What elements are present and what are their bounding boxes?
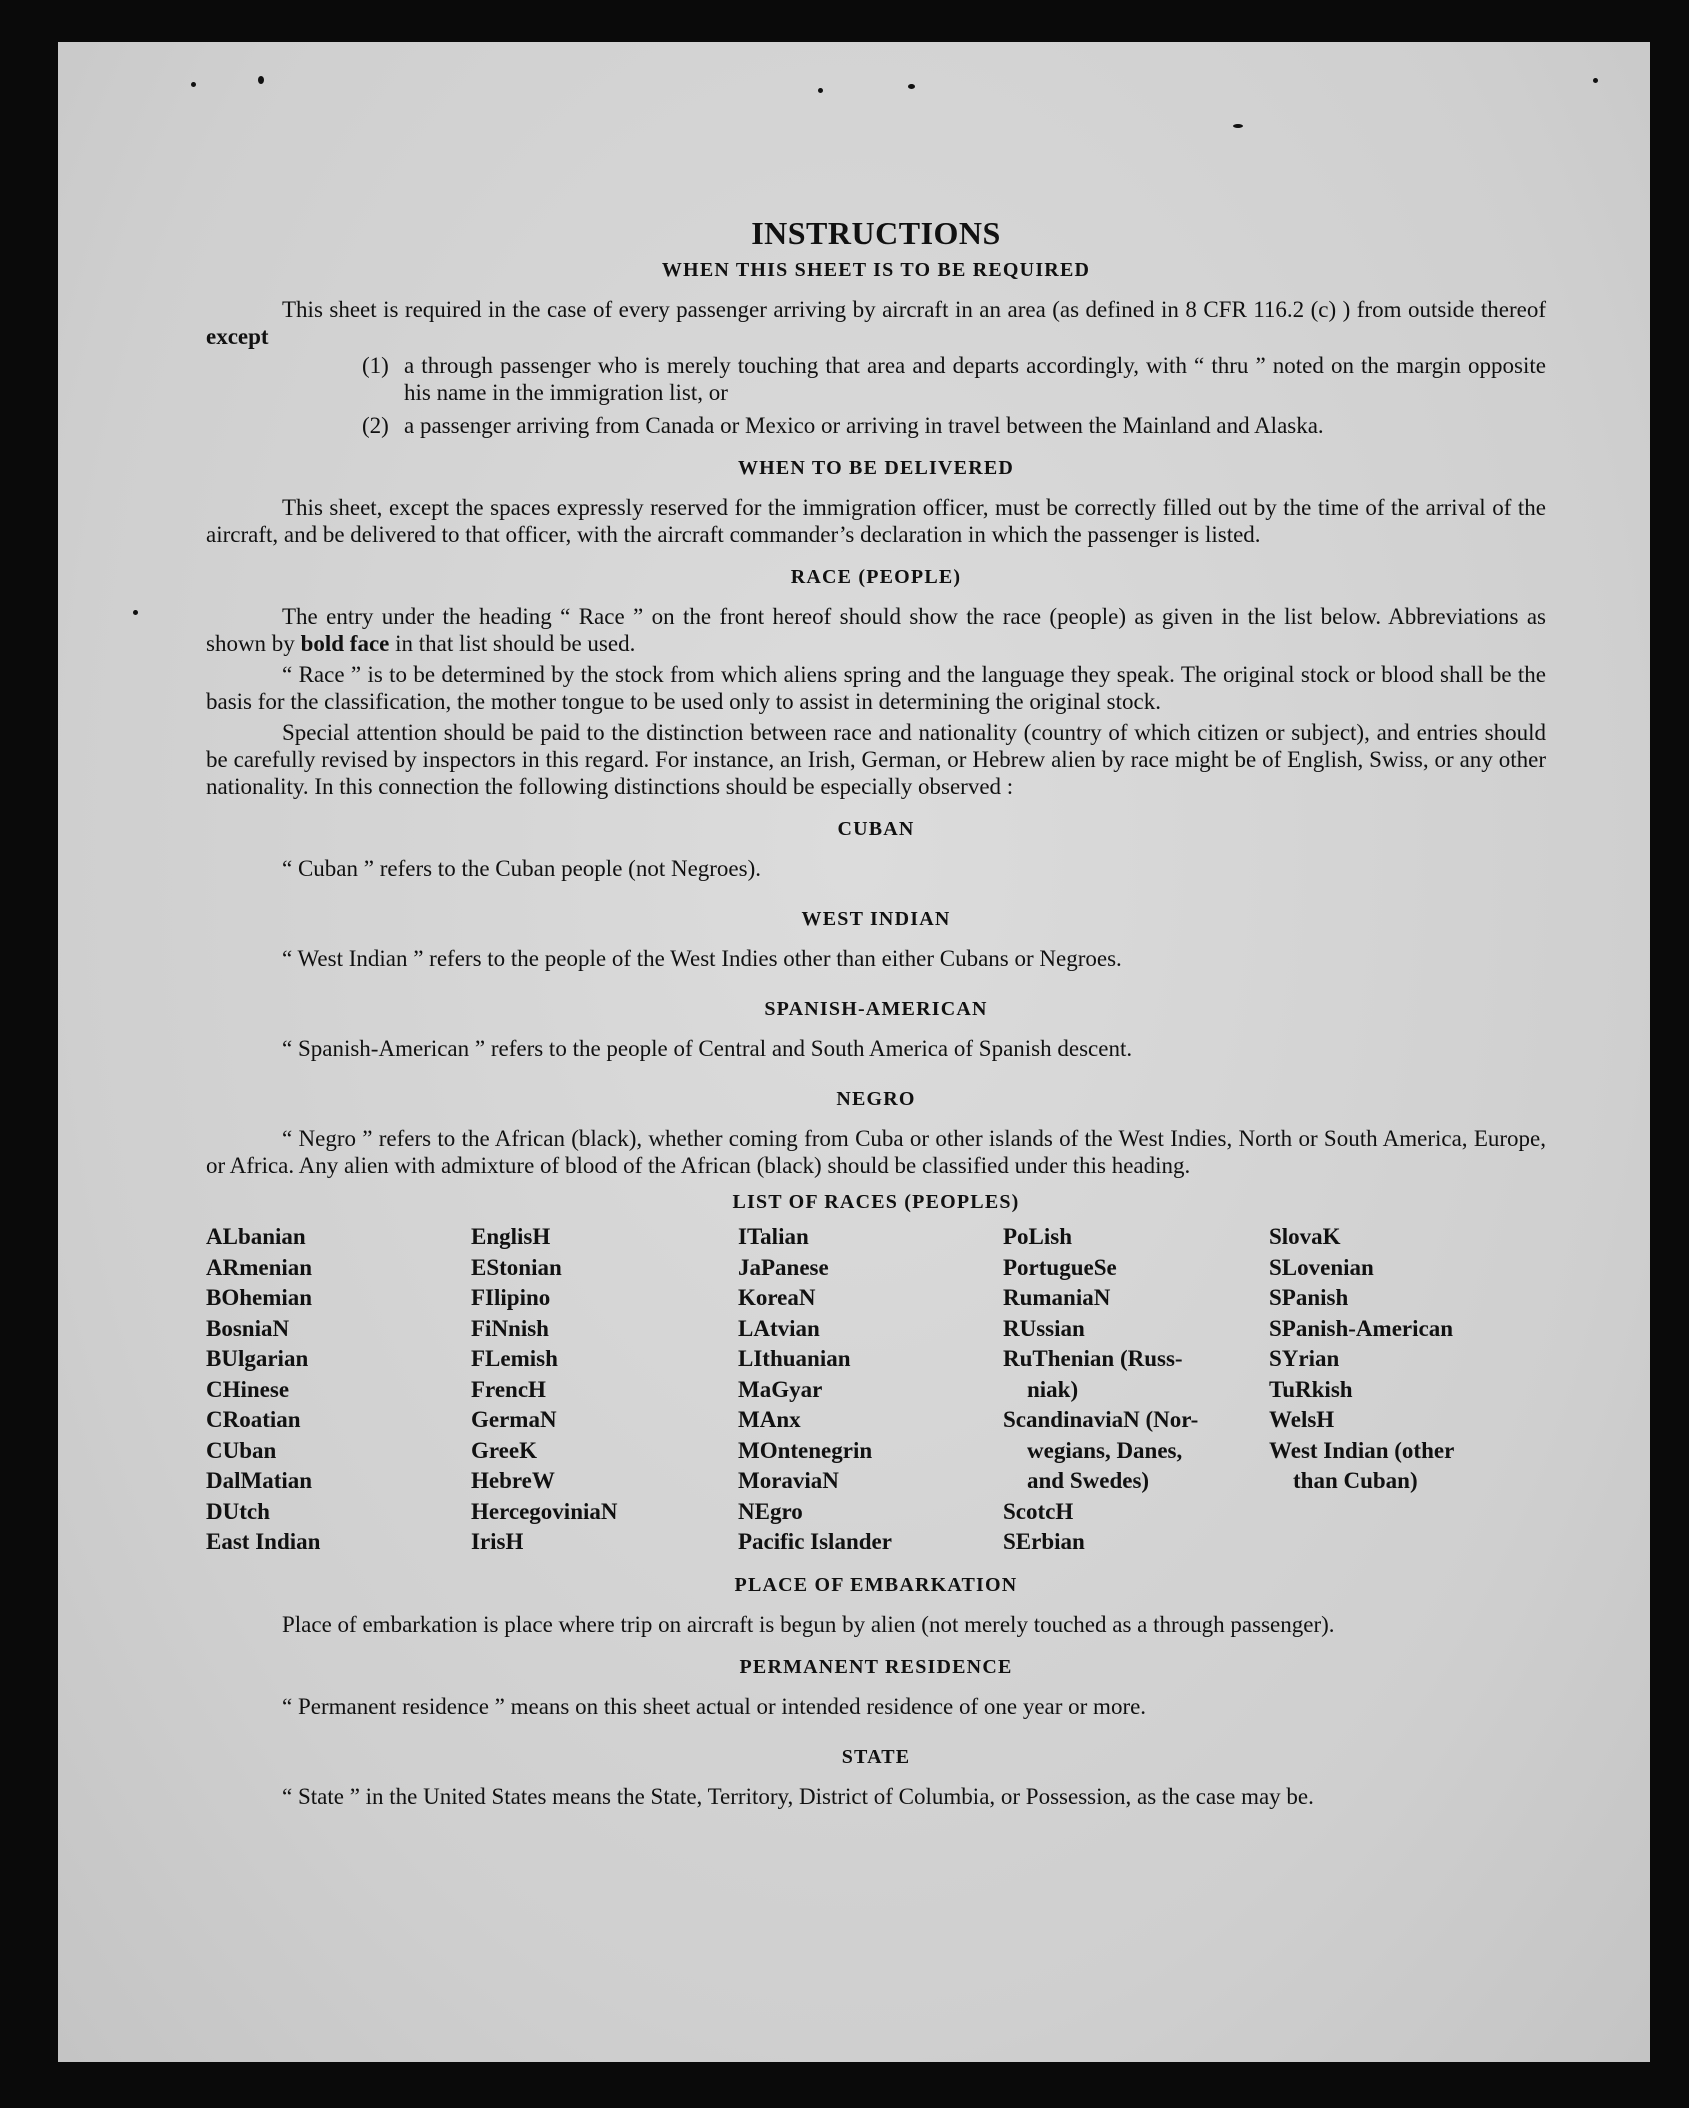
when-delivered-text: This sheet, except the spaces expressly reserved for the immigration officer, must be correctly filled out by the time of the arrival of the aircraft, and be delivered to that officer, with the aircraft commander’s declaration in which the passenger is listed.	[206, 495, 1546, 547]
when-required-intro	[206, 296, 1546, 350]
race-entry: SPanish-American	[1269, 1315, 1453, 1341]
race-entry: DUtch	[206, 1498, 270, 1524]
scan-speck	[818, 88, 823, 93]
scan-speck	[191, 82, 196, 87]
heading-when-required: WHEN THIS SHEET IS TO BE REQUIRED	[661, 259, 1091, 281]
race-entry: SLovenian	[1269, 1254, 1374, 1280]
document-page	[58, 42, 1650, 2062]
scan-speck	[1593, 78, 1598, 83]
heading-state: STATE	[841, 1745, 911, 1768]
permanent-residence-text: “ Permanent residence ” means on this sheet actual or intended residence of one year or more.	[282, 1693, 1147, 1719]
race-entry: ScandinaviaN (Nor-	[1003, 1407, 1199, 1432]
heading-permanent-residence: PERMANENT RESIDENCE	[739, 1655, 1013, 1678]
race-entry: DalMatian	[206, 1468, 313, 1493]
list-item	[362, 412, 1546, 439]
negro-text: “ Negro ” refers to the African (black), whether coming from Cuba or other islands of the West Indies, North or South America, Europe, or Africa. Any alien with admixture of blood of the African (black) should be classified under this heading.	[206, 1126, 1546, 1178]
heading-race: RACE (PEOPLE)	[790, 566, 962, 588]
heading-embarkation: PLACE OF EMBARKATION	[734, 1573, 1018, 1596]
race-entry: FLemish	[471, 1346, 558, 1371]
race-entry: NEgro	[738, 1498, 803, 1524]
race-entry: BosniaN	[206, 1315, 290, 1341]
race-entry: SErbian	[1003, 1529, 1085, 1554]
heading-cuban: CUBAN	[837, 818, 915, 840]
race-entry: FrencH	[471, 1376, 546, 1402]
when-required-except: except	[206, 324, 269, 349]
race-entry: IrisH	[471, 1529, 524, 1554]
state-text: “ State ” in the United States means the State, Territory, District of Columbia, or Possession, as the case may be.	[282, 1783, 1314, 1809]
race-entry: RumaniaN	[1003, 1285, 1111, 1310]
race-entry: WelsH	[1269, 1407, 1335, 1432]
race-entry: JaPanese	[738, 1254, 829, 1280]
race-entry: FIlipino	[471, 1285, 551, 1310]
race-entry: EStonian	[471, 1254, 562, 1280]
list-item	[362, 352, 1546, 406]
race-entry: East Indian	[206, 1529, 321, 1554]
race-entry: PoLish	[1003, 1224, 1073, 1249]
race-paragraph-2: “ Race ” is to be determined by the stock from which aliens spring and the language they speak. The original stock or blood shall be the basis for the classification, the mother tongue to be used only to assist in determining the original stock.	[206, 662, 1546, 714]
race-entry: RuThenian (Russ-	[1003, 1346, 1183, 1371]
race-entry: MAnx	[738, 1407, 801, 1432]
scan-speck	[908, 84, 915, 89]
race-entry: CUban	[206, 1437, 277, 1463]
race-paragraph-1	[206, 603, 1546, 657]
instructions-body	[206, 172, 1546, 1810]
when-required-intro-text: This sheet is required in the case of every passenger arriving by aircraft in an area (as defined in 8 CFR 116.2 (c) ) from outside thereof	[282, 297, 1546, 322]
race-entry: SlovaK	[1269, 1224, 1341, 1249]
race-entry: West Indian (other	[1269, 1437, 1455, 1463]
west-indian-text: “ West Indian ” refers to the people of the West Indies other than either Cubans or Negroes.	[282, 946, 1122, 971]
race-entry: EnglisH	[471, 1224, 551, 1249]
item-text: a through passenger who is merely touching that area and departs accordingly, with “ thru ” noted on the margin opposite his name in the immigration list, or	[404, 353, 1546, 405]
item-number: (1)	[362, 353, 389, 378]
cuban-text: “ Cuban ” refers to the Cuban people (not Negroes).	[282, 856, 762, 881]
race-entry: BUlgarian	[206, 1346, 309, 1371]
race-entry: GreeK	[471, 1437, 537, 1463]
race-entry: ALbanian	[206, 1224, 306, 1249]
item-number: (2)	[362, 413, 389, 438]
race-entry: ScotcH	[1003, 1498, 1074, 1524]
race-entry-continued: and Swedes)	[1027, 1468, 1150, 1493]
race-entry: SYrian	[1269, 1346, 1340, 1371]
races-column-2	[471, 1222, 738, 1558]
race-entry: PortugueSe	[1003, 1254, 1117, 1280]
race-entry: HebreW	[471, 1468, 555, 1493]
race-entry-continued: than Cuban)	[1293, 1468, 1418, 1493]
race-entry: MaGyar	[738, 1376, 823, 1402]
races-column-4	[1003, 1222, 1269, 1558]
race-entry-continued: wegians, Danes,	[1027, 1437, 1183, 1463]
scan-speck	[1233, 124, 1243, 128]
race-entry: SPanish	[1269, 1285, 1349, 1310]
race-paragraph-3: Special attention should be paid to the distinction between race and nationality (country of which citizen or subject), and entries should be carefully revised by inspectors in this regard. For instance, an Irish, German, or Hebrew alien by race might be of English, Swiss, or any other nationality. In this connection the following distinctions should be especially observed :	[206, 720, 1546, 799]
heading-when-delivered: WHEN TO BE DELIVERED	[737, 457, 1015, 479]
heading-west-indian: WEST INDIAN	[801, 908, 951, 930]
race-entry: HercegoviniaN	[471, 1498, 618, 1524]
race-entry: CRoatian	[206, 1407, 301, 1432]
heading-negro: NEGRO	[836, 1088, 916, 1110]
race-entry: MoraviaN	[738, 1468, 839, 1493]
heading-spanish-american: SPANISH-AMERICAN	[764, 998, 988, 1020]
race-entry-continued: niak)	[1027, 1376, 1079, 1402]
races-column-1	[206, 1222, 471, 1558]
races-column-5	[1269, 1222, 1546, 1558]
race-entry: BOhemian	[206, 1285, 313, 1310]
race-entry: FiNnish	[471, 1315, 549, 1341]
race-entry: CHinese	[206, 1376, 290, 1402]
page-title: INSTRUCTIONS	[751, 215, 1001, 251]
race-p1-bold: bold face	[300, 631, 390, 656]
race-p1-text-end: in that list should be used.	[395, 631, 636, 656]
spanish-american-text: “ Spanish-American ” refers to the people of Central and South America of Spanish descent.	[282, 1036, 1133, 1061]
embarkation-text: Place of embarkation is place where trip on aircraft is begun by alien (not merely touched as a through passenger).	[282, 1611, 1335, 1637]
scan-speck	[133, 610, 138, 615]
race-entry: KoreaN	[738, 1285, 816, 1310]
item-text: a passenger arriving from Canada or Mexico or arriving in travel between the Mainland and Alaska.	[404, 413, 1324, 438]
race-entry: LIthuanian	[738, 1346, 851, 1371]
race-entry: GermaN	[471, 1407, 557, 1432]
heading-list-of-races: LIST OF RACES (PEOPLES)	[732, 1191, 1020, 1213]
race-entry: LAtvian	[738, 1315, 820, 1341]
scan-speck	[258, 76, 264, 84]
race-entry: RUssian	[1003, 1315, 1085, 1341]
race-entry: ARmenian	[206, 1254, 313, 1280]
races-column-3	[738, 1222, 1003, 1558]
race-entry: Pacific Islander	[738, 1529, 892, 1554]
race-entry: TuRkish	[1269, 1376, 1353, 1402]
race-entry: ITalian	[738, 1224, 809, 1249]
races-list	[206, 1222, 1546, 1558]
race-entry: MOntenegrin	[738, 1437, 873, 1463]
race-p1-text: The entry under the heading “ Race ” on the front hereof should show the race (people) as given in the list below. Abbreviations as shown by	[206, 604, 1546, 656]
